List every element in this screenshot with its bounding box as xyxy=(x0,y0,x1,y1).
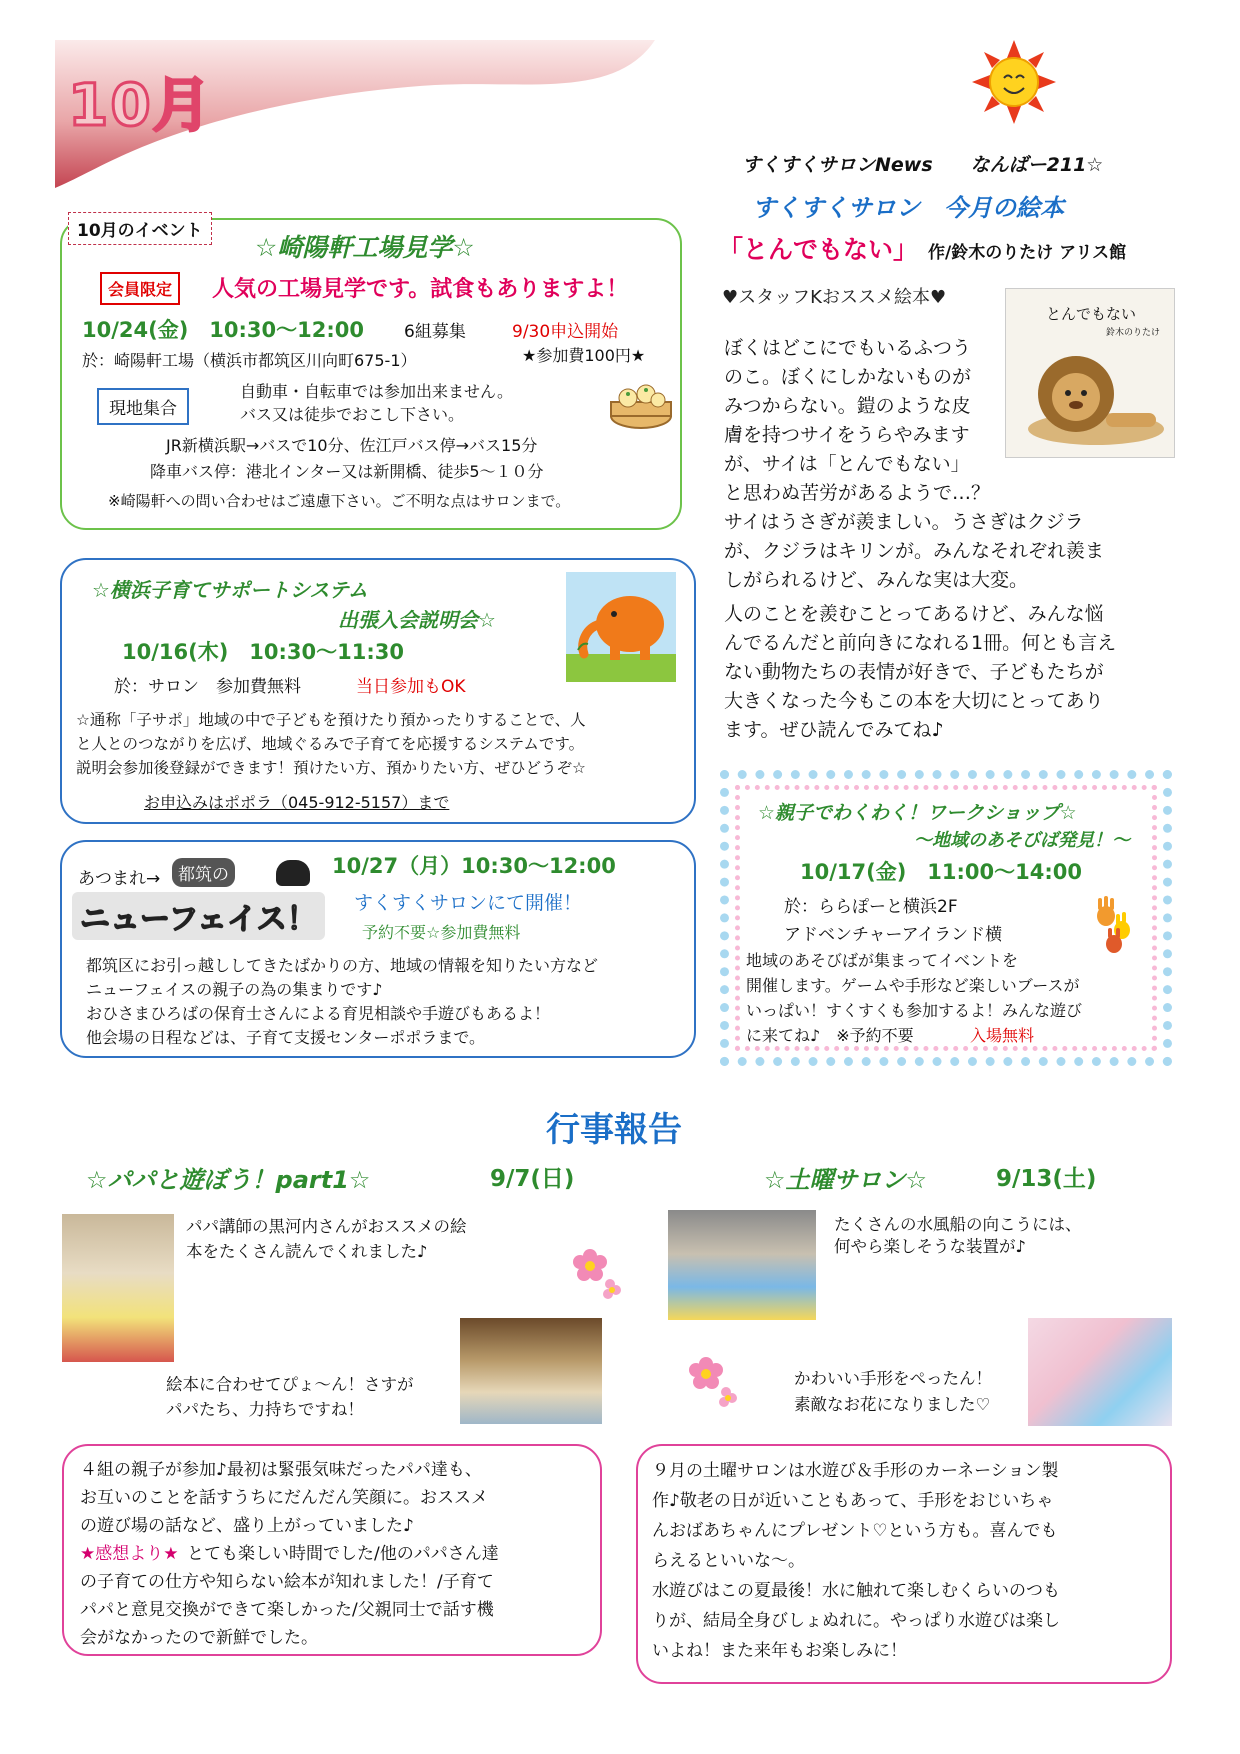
sat-title: ☆土曜サロン☆ xyxy=(764,1166,928,1194)
event1-route1: JR新横浜駅→バスで10分、佐江戸バス停→バス15分 xyxy=(166,436,538,455)
newface-logo xyxy=(72,858,322,944)
event1-meeting: 現地集合 xyxy=(97,388,189,425)
event3-body: 都筑区にお引っ越ししてきたばかりの方、地域の情報を知りたい方など ニューフェイスの親子の為の集まりです♪ おひさまひろばの保育士さんによる育児相談や手遊びもあるよ！ 他会場の日程などは、子育て支援センターポポラまで。 xyxy=(86,956,599,1047)
elephant-logo-icon xyxy=(276,860,310,886)
event2-title1: ☆横浜子育てサポートシステム xyxy=(92,578,368,602)
report-heading: 行事報告 xyxy=(546,1110,682,1150)
event2-same-day: 当日参加もOK xyxy=(356,677,466,697)
event1-datetime: 10/24(金) 10:30～12:00 xyxy=(82,318,365,342)
event3-no-booking: 予約不要☆参加費無料 xyxy=(362,923,521,942)
event1-note: ※崎陽軒への問い合わせはご遠慮下さい。ご不明な点はサロンまで。 xyxy=(108,492,571,510)
event1-box xyxy=(60,218,682,530)
news-line: すくすくサロンNews なんばー211☆ xyxy=(742,154,1104,176)
event1-capacity: 6組募集 xyxy=(404,322,466,342)
elephant-image xyxy=(566,572,676,682)
workshop-title: ☆親子でわくわく！ワークショップ☆ xyxy=(758,802,1077,824)
workshop-place2: アドベンチャーアイランド横 xyxy=(784,925,1003,945)
event1-badge: 会員限定 xyxy=(100,272,180,305)
flower-icon xyxy=(568,1240,624,1306)
sat-date: 9/13(土) xyxy=(996,1166,1097,1192)
book-text-1: ぼくはどこにでもいるふつう のこ。ぼくにしかないものが みつからない。鎧のような皮 膚を持つサイをうらやみます が、サイは「とんでもない」 と思わぬ苦労があるようで…？ サイはうさぎが羨ましい。うさぎはクジラ が、クジラはキリンが。みんなそれぞれ羨ま しがられるけど、みんな実は大変。 xyxy=(724,337,1105,591)
sat-caption-1: たくさんの水風船の向こうには、 何やら楽しそうな装置が♪ xyxy=(834,1215,1082,1256)
event1-place: 於：崎陽軒工場（横浜市都筑区川向町675-1） xyxy=(82,351,417,370)
book-cover-author: 鈴木のりたけ xyxy=(1106,328,1161,338)
event2-datetime: 10/16(木) 10:30～11:30 xyxy=(122,640,405,664)
event1-route2: 降車バス停：港北インター又は新開橋、徒歩5～１０分 xyxy=(150,462,544,481)
ehon-heading: すくすくサロン 今月の絵本 xyxy=(752,194,1064,222)
papa-title: ☆パパと遊ぼう！part1☆ xyxy=(86,1166,371,1194)
logo-small: あつまれ→ xyxy=(78,869,161,889)
book-text-2: 人のことを羨むことってあるけど、みんな悩 んでるんだと前向きになれる1冊。何とも言え ない動物たちの表情が好きで、子どもたちが 大きくなった今もこの本を大切にとってあり ます。ぜひ読んでみてね♪ xyxy=(724,603,1117,741)
logo-main: ニューフェイス！ xyxy=(72,892,325,940)
workshop-subtitle: ～地域のあそびば発見！～ xyxy=(914,830,1130,851)
sat-body: ９月の土曜サロンは水遊び＆手形のカーネーション製 作♪敬老の日が近いこともあって、手形をおじいちゃ んおばあちゃんにプレゼント♡という方も。喜んでも らえるといいな～。 水遊びはこの夏最後！水に触れて楽しむくらいのつも りが、結局全身びしょぬれに。やっぱり水遊びは楽し いよね！また来年もお楽しみに！ xyxy=(652,1461,1060,1661)
logo-tsuzuki: 都筑の xyxy=(172,858,235,887)
event3-datetime: 10/27（月）10:30～12:00 xyxy=(332,854,616,878)
workshop-datetime: 10/17(金) 11:00～14:00 xyxy=(800,860,1083,884)
book-author: 作/鈴木のりたけ アリス館 xyxy=(928,243,1127,263)
event2-body: ☆通称「子サポ」地域の中で子どもを預けたり預かったりすることで、人 と人とのつながりを広げ、地域ぐるみで子育てを応援するシステムです。 説明会参加後登録ができます！預けたい方、預かりたい方、ぜひどうぞ☆ xyxy=(76,711,586,777)
papa-body-a: ４組の親子が参加♪最初は緊張気味だったパパ達も、 お互いのことを話すうちにだんだん笑顔に。おススメ の遊び場の話など、盛り上がっていました♪ xyxy=(80,1460,488,1536)
flower-icon-2 xyxy=(684,1348,740,1414)
shumai-icon xyxy=(608,372,674,432)
papa-kansou: ★感想より★ xyxy=(80,1544,179,1564)
sat-photo-1 xyxy=(668,1210,816,1320)
event1-apply-start: 9/30申込開始 xyxy=(512,322,619,342)
event1-transport: 自動車・自転車では参加出来ません。 バス又は徒歩でおこし下さい。 xyxy=(240,382,513,424)
papa-photo-1 xyxy=(62,1214,174,1362)
workshop-place1: 於：ららぽーと横浜2F xyxy=(784,897,958,917)
event1-tag: 10月のイベント xyxy=(68,212,212,245)
event2-apply: お申込みはポポラ（045-912-5157）まで xyxy=(144,793,450,812)
sat-photo-2 xyxy=(1028,1318,1172,1426)
handprint-icon xyxy=(1092,896,1142,956)
workshop-body: 地域のあそびばが集まってイベントを 開催します。ゲームや手形など楽しいブースが いっぱい！すくすくも参加するよ！みんな遊び に来てね♪ ※予約不要 xyxy=(746,951,1083,1045)
papa-caption-1: パパ講師の黒河内さんがおススメの絵 本をたくさん読んでくれました♪ xyxy=(186,1217,467,1261)
sat-caption-2: かわいい手形をぺったん！ 素敵なお花になりました♡ xyxy=(794,1369,992,1414)
staff-pick: ♥スタッフKおススメ絵本♥ xyxy=(722,287,947,308)
papa-date: 9/7(日) xyxy=(490,1166,575,1192)
papa-caption-2: 絵本に合わせてぴょ～ん！さすが パパたち、力持ちですね！ xyxy=(166,1375,414,1419)
event1-fee: ★参加費100円★ xyxy=(522,346,646,365)
book-cover-title: とんでもない xyxy=(1046,305,1137,323)
event2-place-fee: 於：サロン 参加費無料 xyxy=(114,677,301,697)
workshop-free: 入場無料 xyxy=(970,1026,1035,1045)
book-title: 「とんでもない」 xyxy=(718,235,919,264)
event3-venue: すくすくサロンにて開催！ xyxy=(354,892,583,914)
month-title: 10月 xyxy=(68,71,213,139)
sun-icon xyxy=(972,40,1056,124)
event2-title2: 出張入会説明会☆ xyxy=(338,608,496,632)
papa-photo-2 xyxy=(460,1318,602,1424)
event1-title: ☆崎陽軒工場見学☆ xyxy=(255,233,475,262)
event1-headline: 人気の工場見学です。試食もありますよ！ xyxy=(212,277,629,302)
papa-body-b: とても楽しい時間でした/他のパパさん達 の子育ての仕方や知らない絵本が知れました！/子育て パパと意見交換ができて楽しかった/父親同士で話す機 会がなかったので新鮮でした。 xyxy=(80,1544,499,1648)
